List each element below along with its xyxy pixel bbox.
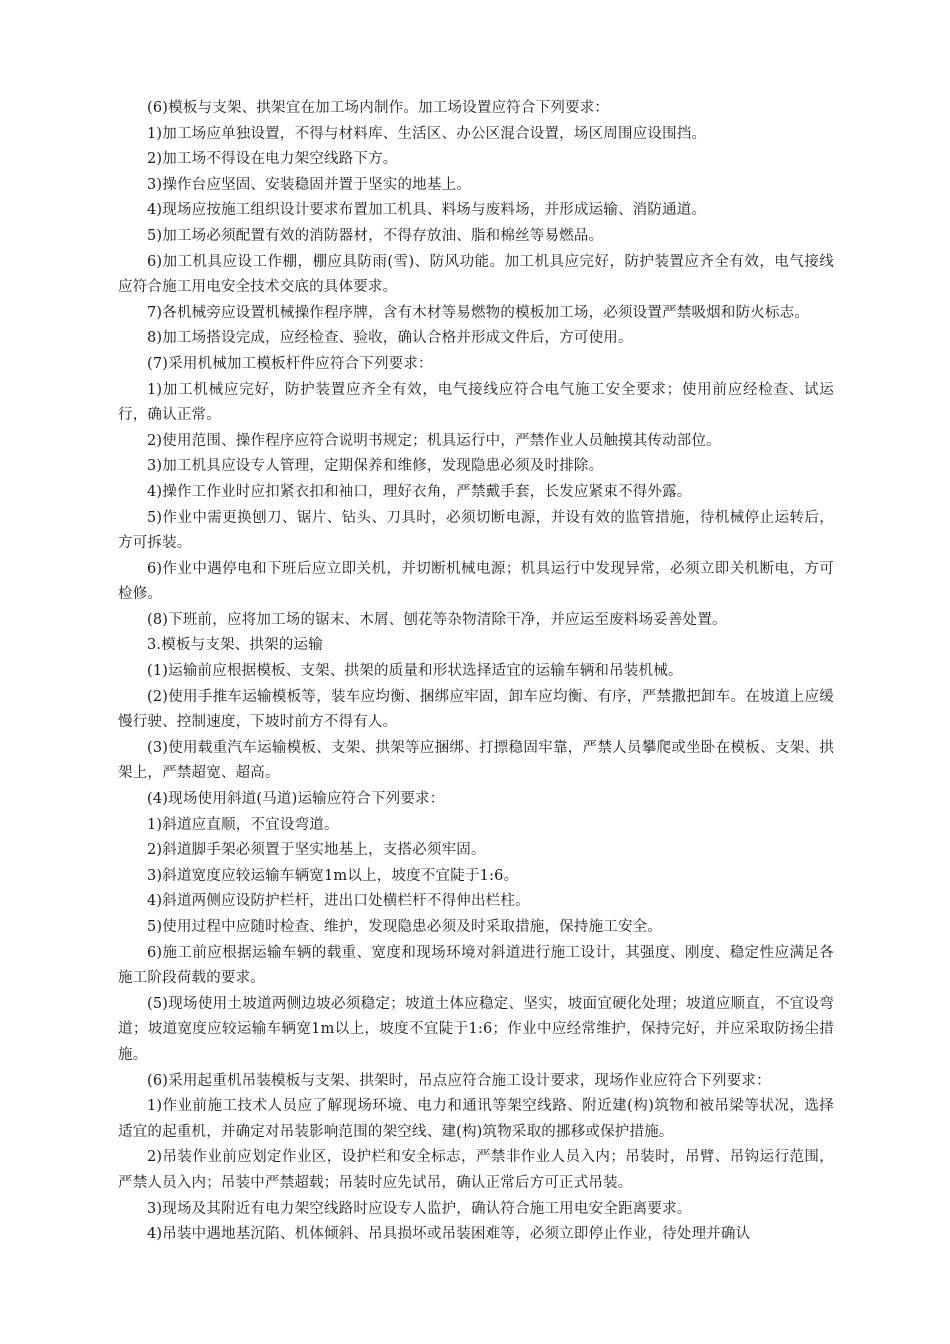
- paragraph: 5)加工场必须配置有效的消防器材，不得存放油、脂和棉丝等易燃品。: [147, 227, 604, 244]
- paragraph: 8)加工场搭设完成，应经检查、验收，确认合格并形成文件后，方可使用。: [147, 330, 633, 347]
- section-heading: 3.模板与支架、拱架的运输: [147, 637, 323, 654]
- paragraph: 2)吊装作业前应划定作业区，设护栏和安全标志，严禁非作业人员入内；吊装时，吊臂、吊钩运行范围，严禁人员入内；吊装中严禁超载；吊装时应先试吊，确认正常后方可正式吊装。: [118, 1149, 834, 1191]
- paragraph: (5)现场使用土坡道两侧边坡必须稳定；坡道土体应稳定、坚实，坡面宜硬化处理；坡道应顺直，不宜设弯道；坡道宽度应较运输车辆宽1m以上，坡度不宜陡于1:6；作业中应经常维护，保持完好，并应采取防扬尘措施。: [118, 995, 834, 1063]
- paragraph: 1)斜道应直顺，不宜设弯道。: [147, 816, 339, 833]
- paragraph: 2)斜道脚手架必须置于坚实地基上，支搭必须牢固。: [147, 842, 486, 859]
- paragraph: 2)使用范围、操作程序应符合说明书规定；机具运行中，严禁作业人员触摸其传动部位。: [147, 432, 721, 449]
- paragraph: (1)运输前应根据模板、支架、拱架的质量和形状选择适宜的运输车辆和吊装机械。: [147, 663, 683, 680]
- paragraph: 1)加工机械应完好，防护装置应齐全有效，电气接线应符合电气施工安全要求；使用前应经检查、试运行，确认正常。: [118, 381, 834, 424]
- paragraph: 3)斜道宽度应较运输车辆宽1m以上，坡度不宜陡于1:6。: [147, 867, 519, 884]
- paragraph: (2)使用手推车运输模板等，装车应均衡、捆绑应牢固，卸车应均衡、有序，严禁撒把卸车。在坡道上应缓慢行驶、控制速度，下坡时前方不得有人。: [118, 688, 834, 731]
- paragraph: (8)下班前，应将加工场的锯末、木屑、刨花等杂物清除干净，并应运至废料场妥善处置。: [147, 611, 727, 628]
- paragraph: 7)各机械旁应设置机械操作程序牌，含有木材等易燃物的模板加工场，必须设置严禁吸烟和防火标志。: [147, 304, 810, 321]
- paragraph: 1)作业前施工技术人员应了解现场环境、电力和通讯等架空线路、附近建(构)筑物和被吊梁等状况，选择适宜的起重机，并确定对吊装影响范围的架空线、建(构)筑物采取的挪移或保护措施。: [118, 1098, 834, 1140]
- paragraph: 4)吊装中遇地基沉陷、机体倾斜、吊具损坏或吊装困难等，必须立即停止作业，待处理并确认: [147, 1226, 751, 1243]
- paragraph: 4)斜道两侧应设防护栏杆，进出口处横栏杆不得伸出栏柱。: [147, 893, 530, 910]
- paragraph: (6)采用起重机吊装模板与支架、拱架时，吊点应符合施工设计要求，现场作业应符合下列要求：: [147, 1072, 771, 1089]
- paragraph: 1)加工场应单独设置，不得与材料库、生活区、办公区混合设置，场区周围应设围挡。: [147, 125, 707, 142]
- paragraph: 4)现场应按施工组织设计要求布置加工机具、料场与废料场，并形成运输、消防通道。: [147, 202, 707, 219]
- paragraph: (6)模板与支架、拱架宜在加工场内制作。加工场设置应符合下列要求：: [147, 100, 610, 116]
- paragraph: 5)使用过程中应随时检查、维护，发现隐患必须及时采取措施，保持施工安全。: [147, 919, 663, 935]
- paragraph: 6)作业中遇停电和下班后应立即关机，并切断机械电源；机具运行中发现异常，必须立即关机断电，方可检修。: [118, 560, 834, 603]
- paragraph: (4)现场使用斜道(马道)运输应符合下列要求：: [147, 791, 445, 808]
- paragraph: 3)加工机具应设专人管理，定期保养和维修，发现隐患必须及时排除。: [147, 458, 604, 475]
- document-body: [118, 96, 834, 1248]
- paragraph: (7)采用机械加工模板杆件应符合下列要求：: [147, 355, 433, 372]
- paragraph: 3)现场及其附近有电力架空线路时应设专人监护，确认符合施工用电安全距离要求。: [147, 1200, 692, 1217]
- paragraph: 5)作业中需更换刨刀、锯片、钻头、刀具时，必须切断电源，并设有效的监管措施，待机械停止运转后，方可拆装。: [118, 509, 834, 552]
- paragraph: 6)加工机具应设工作棚，棚应具防雨(雪)、防风功能。加工机具应完好，防护装置应齐全有效，电气接线应符合施工用电安全技术交底的具体要求。: [118, 253, 834, 296]
- paragraph: 4)操作工作业时应扣紧衣扣和袖口，理好衣角，严禁戴手套，长发应紧束不得外露。: [147, 483, 692, 500]
- paragraph: (3)使用载重汽车运输模板、支架、拱架等应捆绑、打摽稳固牢靠，严禁人员攀爬或坐卧在模板、支架、拱架上，严禁超宽、超高。: [118, 739, 834, 782]
- paragraph: 6)施工前应根据运输车辆的载重、宽度和现场环境对斜道进行施工设计，其强度、刚度、稳定性应满足各施工阶段荷载的要求。: [118, 944, 834, 987]
- paragraph: 3)操作台应坚固、安装稳固并置于坚实的地基上。: [147, 176, 471, 193]
- paragraph: 2)加工场不得设在电力架空线路下方。: [147, 151, 398, 168]
